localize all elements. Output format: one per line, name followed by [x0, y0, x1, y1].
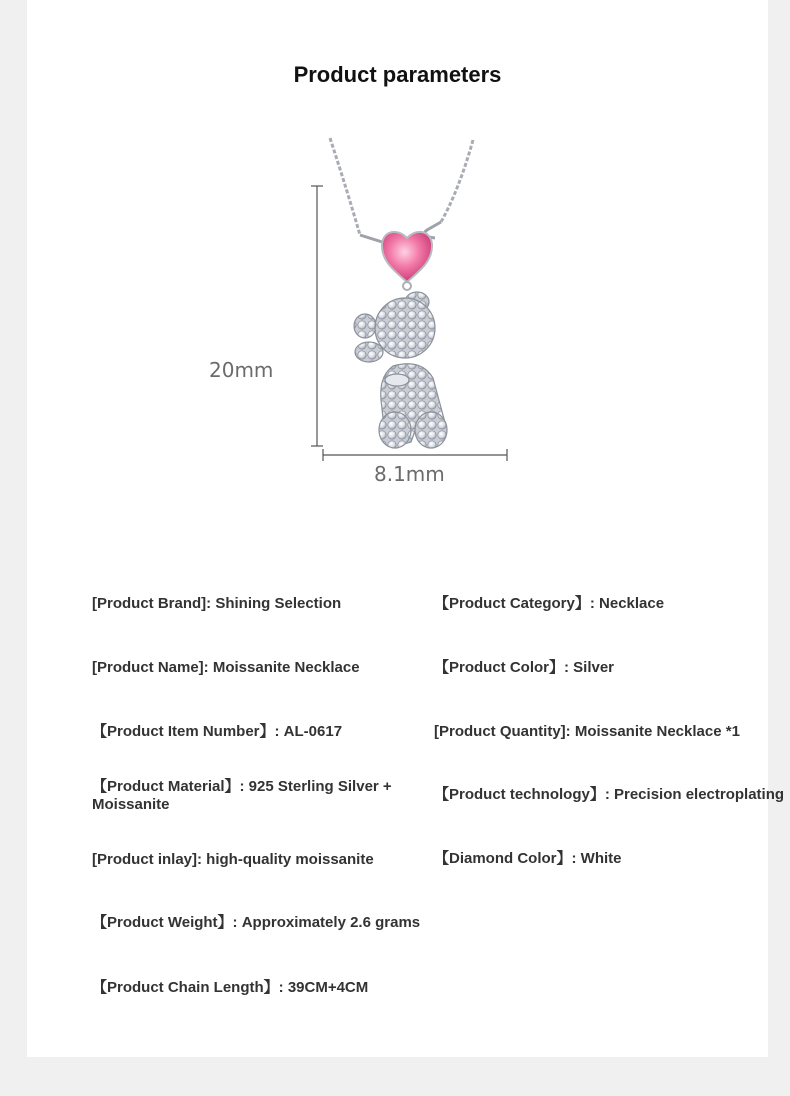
param-chain-length: 【Product Chain Length】: 39CM+4CM [92, 979, 369, 996]
height-label: 20mm [209, 358, 274, 382]
param-brand: [Product Brand]: Shining Selection [92, 595, 342, 612]
width-dimension-line [323, 449, 507, 461]
param-technology: 【Product technology】: Precision electroplating [434, 786, 785, 803]
necklace-illustration [197, 130, 527, 500]
param-material: 【Product Material】: 925 Sterling Silver + Moissanite [92, 778, 392, 813]
page-title: Product parameters [293, 62, 502, 87]
param-name: [Product Name]: Moissanite Necklace [92, 659, 360, 676]
chain [330, 138, 473, 235]
param-color: 【Product Color】: Silver [434, 659, 615, 676]
param-weight: 【Product Weight】: Approximately 2.6 grams [92, 914, 421, 931]
teddy-bear-pendant [354, 292, 447, 448]
heart-gem [382, 232, 432, 282]
product-parameters-card [27, 0, 785, 1057]
param-category: 【Product Category】: Necklace [434, 595, 665, 612]
param-inlay: [Product inlay]: high-quality moissanite [92, 851, 374, 868]
param-item-number: 【Product Item Number】: AL-0617 [92, 723, 343, 740]
width-label: 8.1mm [374, 462, 445, 486]
param-diamond-color: 【Diamond Color】: White [434, 850, 622, 867]
product-image [197, 130, 527, 500]
param-quantity: [Product Quantity]: Moissanite Necklace *1 [434, 723, 740, 740]
connector-left [360, 235, 382, 242]
height-dimension-line [311, 186, 323, 446]
